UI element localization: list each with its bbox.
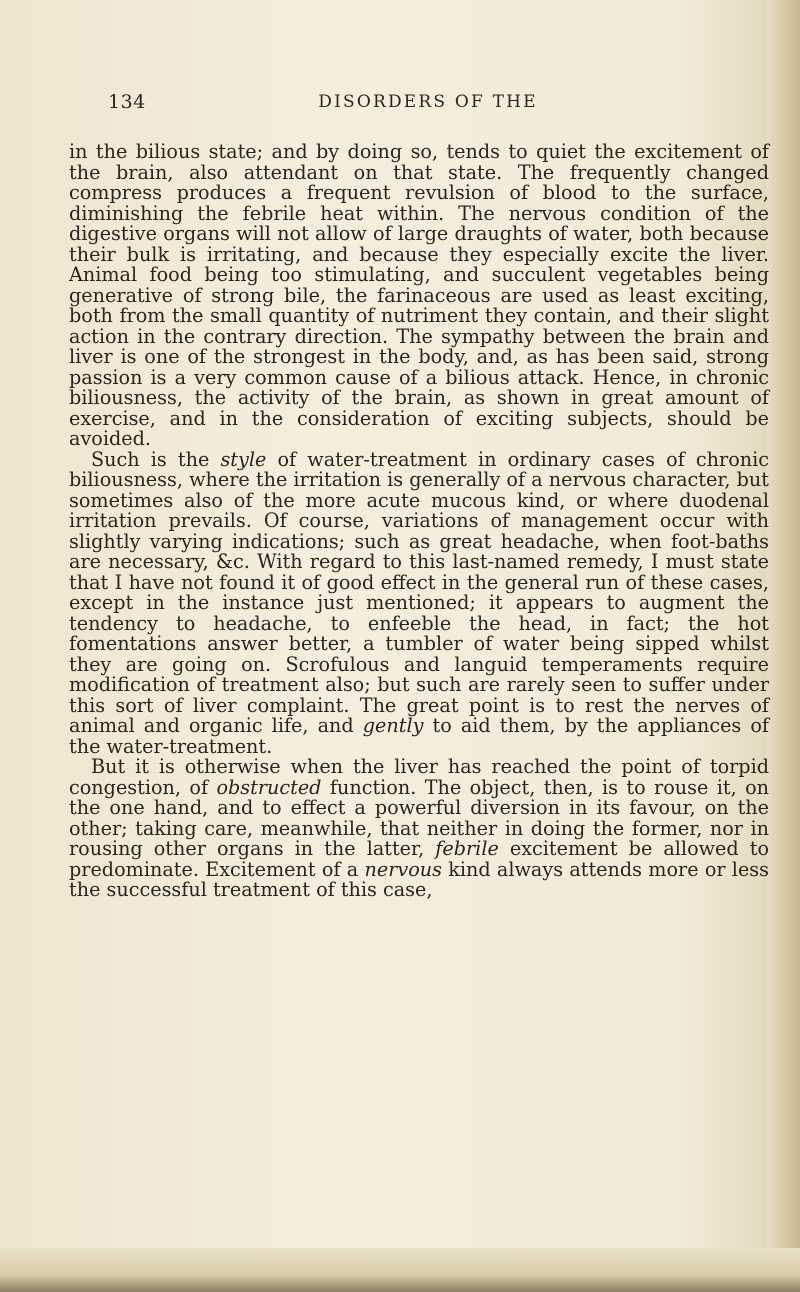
paragraph-1: in the bilious state; and by doing so, tends to quiet the excitement of the brain, also attendant on that state. The frequently changed compress produces a frequent revulsion of blood to the surface, diminishing the febrile heat within. The nervous condition of the digestive organs will not allow of large draughts of water, both because their bulk is irritating, and because they especially excite the liver. Animal food being too stimulating, and succulent vegetables being generative of strong bile, the farinaceous are used as least exciting, both from the small quantity of nutriment they contain, and their slight action in the contrary direction. The sympathy between the brain and liver is one of the strongest in the body, and, as has been said, strong passion is a very common cause of a bilious attack. Hence, in chronic biliousness, the activity of the brain, as shown in great amount of exercise, and in the consideration of exciting subjects, should be avoided.: [69, 140, 769, 450]
paragraph-2: Such is the style of water-treatment in ordinary cases of chronic biliousness, where the irritation is generally of a nervous character, but sometimes also of the more acute mucous kind, or where duodenal irritation prevails. Of course, variations of management occur with slightly varying indications; such as great headache, when foot-baths are necessary, &c. With regard to this last-named remedy, I must state that I have not found it of good effect in the general run of these cases, except in the instance just mentioned; it appears to augment the tendency to headache, to enfeeble the head, in fact; the hot fomentations answer better, a tumbler of water being sipped whilst they are going on. Scrofulous and languid temperaments require modification of treatment also; but such are rarely seen to suffer under this sort of liver complaint. The great point is to rest the nerves of animal and organic life, and gently to aid them, by the appliances of the water-treatment.: [69, 447, 770, 758]
italic-emphasis: style: [220, 447, 267, 471]
page-number: 134: [108, 91, 146, 113]
paragraph-3: But it is otherwise when the liver has reached the point of torpid congestion, of obstructed function. The object, then, is to rouse it, on the one hand, and to effect a powerful diversion in its favour, on the other; taking care, meanwhile, that neither in doing the former, nor in rousing other organs in the latter, febrile excitement be allowed to predominate. Excitement of a nervous kind always attends more or less the successful treatment of this case,: [69, 755, 769, 901]
body-text: [69, 142, 769, 901]
page-header: [108, 91, 748, 115]
running-head: DISORDERS OF THE: [318, 92, 538, 112]
italic-emphasis: febrile: [435, 837, 499, 860]
italic-emphasis: obstructed: [216, 775, 322, 799]
italic-emphasis: nervous: [364, 857, 442, 881]
page-bottom-edge: [0, 1248, 800, 1292]
italic-emphasis: gently: [362, 714, 424, 737]
page-edge-shadow: [766, 0, 800, 1292]
